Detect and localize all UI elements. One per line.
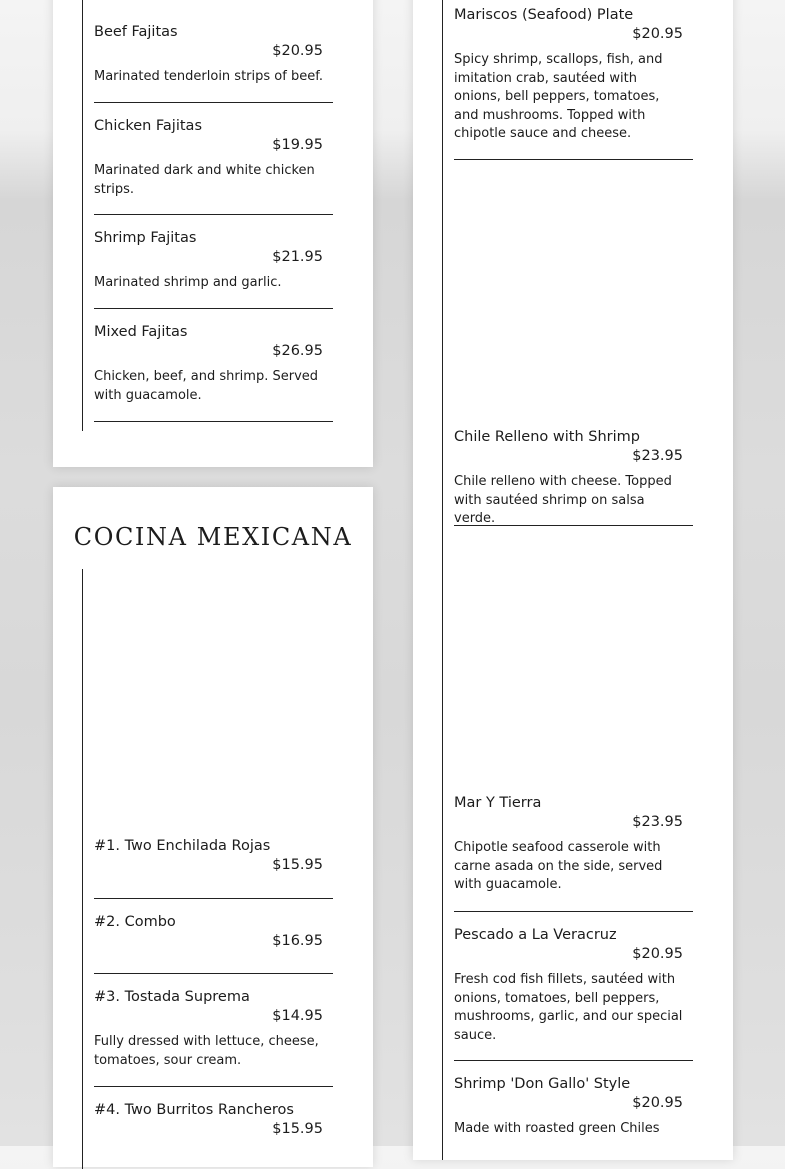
menu-item xyxy=(94,324,333,422)
menu-item-name: Pescado a La Veracruz xyxy=(454,927,617,943)
menu-item xyxy=(94,838,333,899)
menu-item-price: $15.95 xyxy=(272,857,323,873)
menu-item-price: $20.95 xyxy=(632,1095,683,1111)
menu-item-price: $23.95 xyxy=(632,448,683,464)
menu-item-price: $20.95 xyxy=(272,43,323,59)
menu-item-description: Marinated tenderloin strips of beef. xyxy=(94,69,323,84)
divider-vertical xyxy=(442,0,443,1160)
menu-item xyxy=(454,429,693,526)
menu-item-description: Chipotle seafood casserole with carne asada on the side, served with guacamole. xyxy=(454,840,663,892)
divider-vertical xyxy=(82,0,83,431)
menu-item xyxy=(94,118,333,215)
menu-item-price: $23.95 xyxy=(632,814,683,830)
menu-item-price: $14.95 xyxy=(272,1008,323,1024)
fajitas-menu-card xyxy=(53,0,373,467)
menu-item-name: Mariscos (Seafood) Plate xyxy=(454,7,634,23)
menu-item xyxy=(94,230,333,309)
menu-item-price: $19.95 xyxy=(272,137,323,153)
menu-item-name: Mar Y Tierra xyxy=(454,795,542,811)
menu-item-name: #4. Two Burritos Rancheros xyxy=(94,1102,294,1118)
menu-item-price: $20.95 xyxy=(632,26,683,42)
menu-item-name: Beef Fajitas xyxy=(94,24,178,40)
menu-item-description: Chicken, beef, and shrimp. Served with guacamole. xyxy=(94,369,319,403)
menu-item-name: #3. Tostada Suprema xyxy=(94,989,250,1005)
menu-item xyxy=(94,1102,333,1162)
menu-item xyxy=(454,795,693,912)
menu-item-description: Made with roasted green Chiles xyxy=(454,1121,660,1136)
menu-item-description: Spicy shrimp, scallops, fish, and imitation crab, sautéed with onions, bell peppers, tomatoes, and mushrooms. Topped with chipotle sauce and cheese. xyxy=(454,52,663,141)
menu-item-name: #1. Two Enchilada Rojas xyxy=(94,838,271,854)
menu-item-name: Shrimp 'Don Gallo' Style xyxy=(454,1076,631,1092)
menu-item xyxy=(454,927,693,1061)
menu-item-price: $21.95 xyxy=(272,249,323,265)
menu-item xyxy=(454,7,693,160)
menu-item-name: Chicken Fajitas xyxy=(94,118,202,134)
menu-item-description: Marinated dark and white chicken strips. xyxy=(94,163,315,197)
menu-item-name: Mixed Fajitas xyxy=(94,324,188,340)
menu-item-price: $26.95 xyxy=(272,343,323,359)
menu-item xyxy=(94,989,333,1087)
menu-item-description: Fully dressed with lettuce, cheese, tomatoes, sour cream. xyxy=(94,1034,319,1068)
menu-item-price: $16.95 xyxy=(272,933,323,949)
menu-item xyxy=(94,914,333,974)
menu-item-price: $15.95 xyxy=(272,1121,323,1137)
menu-item-description: Fresh cod fish fillets, sautéed with onions, tomatoes, bell peppers, mushrooms, garlic, and our special sauce. xyxy=(454,972,683,1043)
section-title: COCINA MEXICANA xyxy=(73,523,353,551)
cocina-mexicana-menu-card xyxy=(53,487,373,1167)
menu-item-name: #2. Combo xyxy=(94,914,176,930)
menu-item-description: Chile relleno with cheese. Topped with sautéed shrimp on salsa verde. xyxy=(454,474,672,526)
menu-item-price: $20.95 xyxy=(632,946,683,962)
menu-item xyxy=(454,1076,693,1146)
menu-item xyxy=(94,24,333,103)
menu-item-description: Marinated shrimp and garlic. xyxy=(94,275,282,290)
seafood-menu-card xyxy=(413,0,733,1160)
divider-vertical xyxy=(82,569,83,1169)
menu-item-name: Shrimp Fajitas xyxy=(94,230,197,246)
menu-item-name: Chile Relleno with Shrimp xyxy=(454,429,640,445)
